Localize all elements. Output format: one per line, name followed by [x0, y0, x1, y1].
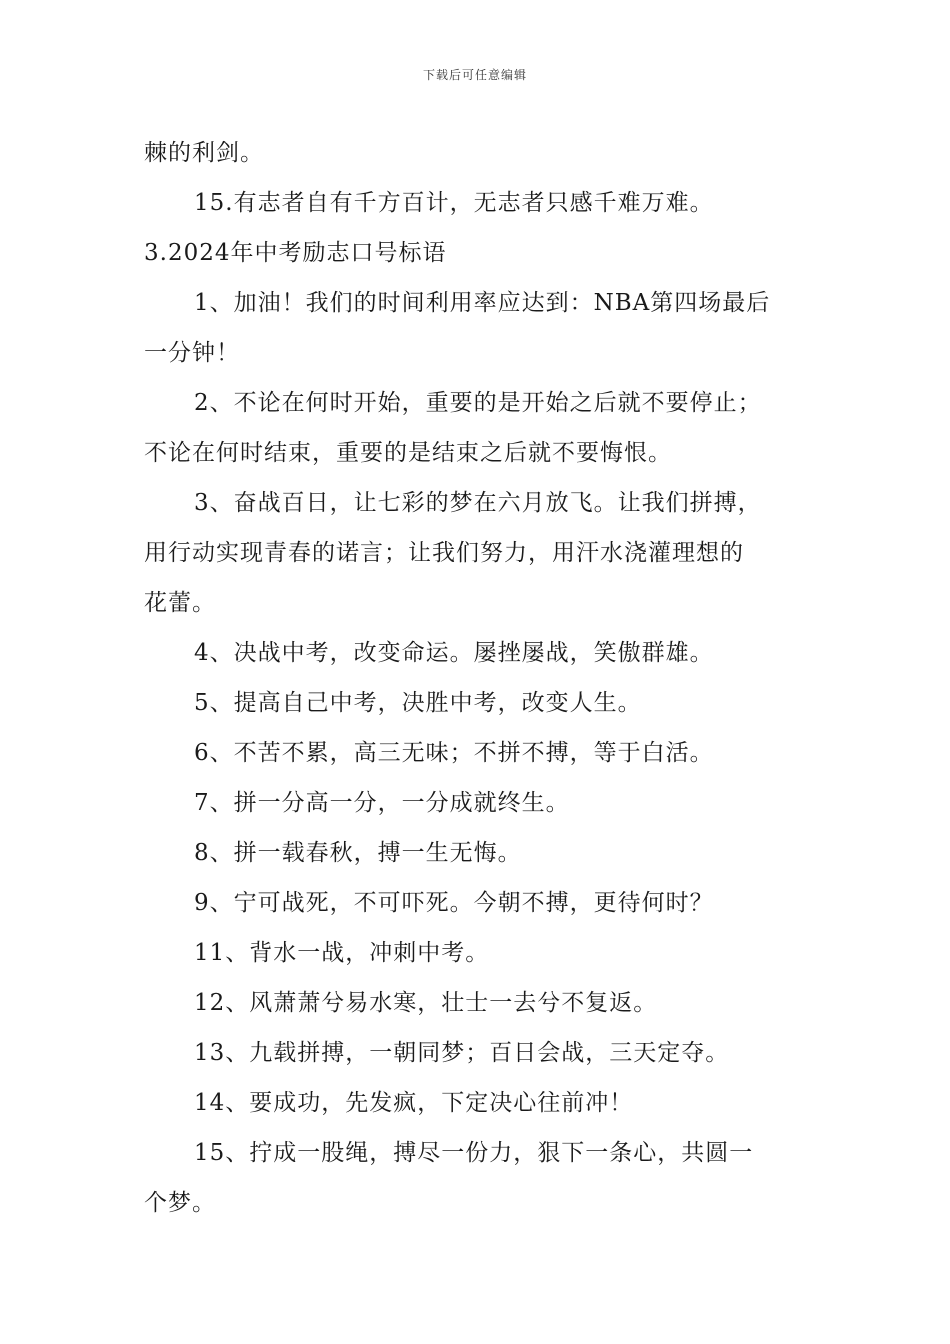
paragraph-line: 2、不论在何时开始，重要的是开始之后就不要停止； [194, 390, 762, 416]
paragraph-line: 棘的利剑。 [144, 140, 264, 166]
paragraph-line: 用行动实现青春的诺言；让我们努力，用汗水浇灌理想的 [144, 540, 744, 566]
paragraph-line: 9、宁可战死，不可吓死。今朝不搏，更待何时？ [194, 890, 714, 916]
paragraph-line: 花蕾。 [144, 590, 216, 616]
paragraph-line: 4、决战中考，改变命运。屡挫屡战，笑傲群雄。 [194, 640, 714, 666]
paragraph-line: 1、加油！我们的时间利用率应达到：NBA第四场最后 [194, 290, 771, 316]
page-header: 下载后可任意编辑 [422, 68, 527, 82]
document-body [144, 128, 814, 1228]
paragraph-line: 不论在何时结束，重要的是结束之后就不要悔恨。 [144, 440, 672, 466]
paragraph-line: 6、不苦不累，高三无味；不拼不搏，等于白活。 [194, 740, 714, 766]
paragraph-line: 个梦。 [144, 1190, 216, 1216]
paragraph-line: 14、要成功，先发疯，下定决心往前冲！ [194, 1090, 634, 1116]
paragraph-line: 5、提高自己中考，决胜中考，改变人生。 [194, 690, 642, 716]
paragraph-line: 3、奋战百日，让七彩的梦在六月放飞。让我们拼搏， [194, 490, 762, 516]
paragraph-line: 15.有志者自有千方百计，无志者只感千难万难。 [194, 190, 714, 216]
paragraph-line: 8、拼一载春秋，搏一生无悔。 [194, 840, 522, 866]
paragraph-line: 13、九载拼搏，一朝同梦；百日会战，三天定夺。 [194, 1040, 730, 1066]
paragraph-line: 15、拧成一股绳，搏尽一份力，狠下一条心，共圆一 [194, 1140, 754, 1166]
paragraph-line: 12、风萧萧兮易水寒，壮士一去兮不复返。 [194, 990, 658, 1016]
paragraph-line: 7、拼一分高一分，一分成就终生。 [194, 790, 570, 816]
paragraph-line: 11、背水一战，冲刺中考。 [194, 940, 490, 966]
paragraph-line: 一分钟！ [144, 340, 240, 366]
section-heading: 3.2024年中考励志口号标语 [144, 240, 447, 266]
